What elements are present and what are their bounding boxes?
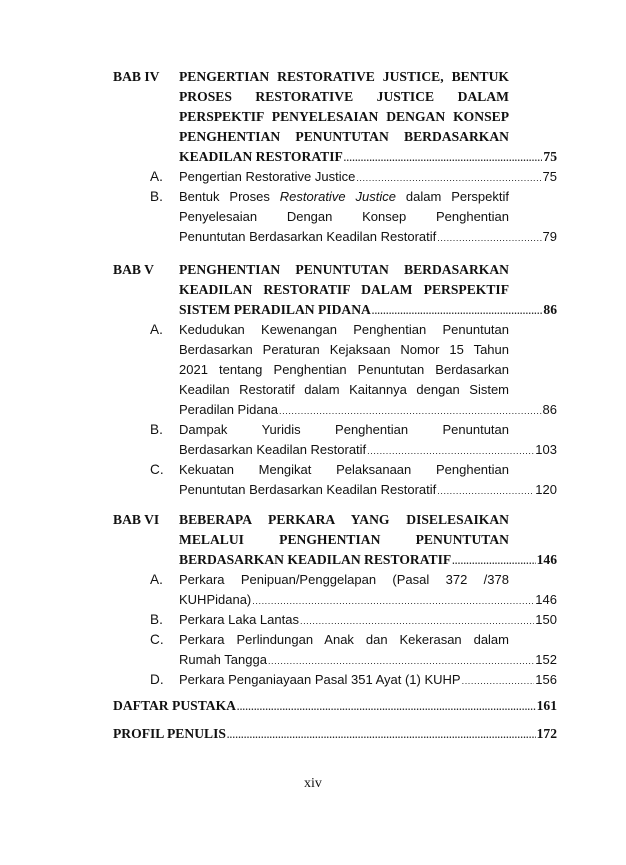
leader-dots bbox=[462, 671, 535, 691]
item-title: Peradilan Pidana bbox=[179, 402, 279, 417]
item-title: Penuntutan Berdasarkan Keadilan Restoratif bbox=[179, 482, 437, 497]
item-title-line: Kedudukan Kewenangan Penghentian Penuntutan bbox=[179, 322, 509, 337]
leader-dots bbox=[437, 481, 534, 501]
chapter-title-last: BERDASARKAN KEADILAN RESTORATIF bbox=[179, 552, 452, 567]
item-title-line: Perkara Penipuan/Penggelapan (Pasal 372 /378 bbox=[179, 572, 509, 587]
chapter-title-line: PERSPEKTIF PENYELESAIAN DENGAN KONSEP bbox=[179, 109, 509, 124]
leader-dots bbox=[344, 148, 543, 168]
page-number: 120 bbox=[535, 482, 557, 497]
toc-entry-bab6-b[interactable] bbox=[179, 610, 557, 630]
toc-entry-bab4-b[interactable] bbox=[179, 227, 557, 247]
toc-entry-bab6[interactable] bbox=[179, 550, 557, 570]
leader-dots bbox=[279, 401, 542, 421]
chapter-title-last: KEADILAN RESTORATIF bbox=[179, 149, 343, 164]
leader-dots bbox=[356, 168, 541, 188]
toc-entry-bab6-c[interactable] bbox=[179, 650, 557, 670]
item-title-line: 2021 tentang Penghentian Penuntutan Berdasarkan bbox=[179, 362, 509, 377]
item-title: KUHPidana) bbox=[179, 592, 252, 607]
leader-dots bbox=[437, 228, 541, 248]
item-title-line: Perkara Perlindungan Anak dan Kekerasan dalam bbox=[179, 632, 509, 647]
page-number: 103 bbox=[535, 442, 557, 457]
item-letter: C. bbox=[150, 462, 164, 477]
item-title-line: Berdasarkan Peraturan Kejaksaan Nomor 15 Tahun bbox=[179, 342, 509, 357]
item-text: dalam Perspektif bbox=[395, 189, 510, 204]
toc-entry-bab6-d[interactable] bbox=[179, 670, 557, 690]
page-number: 75 bbox=[542, 169, 557, 184]
chapter-title-line: PENGHENTIAN PENUNTUTAN BERDASARKAN bbox=[179, 129, 509, 144]
item-letter: A. bbox=[150, 572, 163, 587]
item-title: Perkara Penganiayaan Pasal 351 Ayat (1) KUHP bbox=[179, 672, 461, 687]
item-letter: B. bbox=[150, 422, 163, 437]
item-title: Rumah Tangga bbox=[179, 652, 267, 667]
page-number: 86 bbox=[543, 302, 557, 317]
chapter-title-line: MELALUI PENGHENTIAN PENUNTUTAN bbox=[179, 532, 509, 547]
toc-entry-bab5-b[interactable] bbox=[179, 440, 557, 460]
item-title-line: Penyelesaian Dengan Konsep Penghentian bbox=[179, 209, 509, 224]
page-number: 146 bbox=[535, 592, 557, 607]
item-text-italic: Restorative Justice bbox=[279, 189, 396, 204]
item-title-line bbox=[179, 187, 509, 207]
chapter-title-line: PENGERTIAN RESTORATIVE JUSTICE, BENTUK bbox=[179, 69, 509, 84]
section-title: DAFTAR PUSTAKA bbox=[113, 698, 236, 713]
toc-entry-profil-penulis[interactable] bbox=[113, 724, 557, 744]
item-title-line: Dampak Yuridis Penghentian Penuntutan bbox=[179, 422, 509, 437]
item-letter: C. bbox=[150, 632, 164, 647]
item-title: Pengertian Restorative Justice bbox=[179, 169, 356, 184]
leader-dots bbox=[252, 591, 534, 611]
chapter-title-line: KEADILAN RESTORATIF DALAM PERSPEKTIF bbox=[179, 282, 509, 297]
leader-dots bbox=[300, 611, 534, 631]
section-title: PROFIL PENULIS bbox=[113, 726, 226, 741]
item-title-line: Keadilan Restoratif dalam Kaitannya dengan Sistem bbox=[179, 382, 509, 397]
leader-dots bbox=[452, 551, 535, 571]
page-number: 75 bbox=[543, 149, 557, 164]
toc-entry-bab5[interactable] bbox=[179, 300, 557, 320]
toc-entry-bab6-a[interactable] bbox=[179, 590, 557, 610]
chapter-title-line: PENGHENTIAN PENUNTUTAN BERDASARKAN bbox=[179, 262, 509, 277]
page-number: 161 bbox=[536, 698, 557, 713]
leader-dots bbox=[268, 651, 534, 671]
toc-entry-daftar-pustaka[interactable] bbox=[113, 696, 557, 716]
leader-dots bbox=[367, 441, 534, 461]
toc-entry-bab5-c[interactable] bbox=[179, 480, 557, 500]
item-title: Penuntutan Berdasarkan Keadilan Restoratif bbox=[179, 229, 437, 244]
toc-entry-bab4[interactable] bbox=[179, 147, 557, 167]
item-title-line: Kekuatan Mengikat Pelaksanaan Penghentian bbox=[179, 462, 509, 477]
item-title: Berdasarkan Keadilan Restoratif bbox=[179, 442, 367, 457]
item-letter: B. bbox=[150, 612, 163, 627]
page-number: 150 bbox=[535, 612, 557, 627]
chapter-label: BAB IV bbox=[113, 69, 160, 84]
page-number: 79 bbox=[542, 229, 557, 244]
footer-page-number: xiv bbox=[304, 776, 322, 791]
chapter-title-line: BEBERAPA PERKARA YANG DISELESAIKAN bbox=[179, 512, 509, 527]
toc-entry-bab5-a[interactable] bbox=[179, 400, 557, 420]
leader-dots bbox=[237, 697, 536, 717]
chapter-title-line: PROSES RESTORATIVE JUSTICE DALAM bbox=[179, 89, 509, 104]
page-number: 172 bbox=[536, 726, 557, 741]
page-number: 152 bbox=[535, 652, 557, 667]
item-letter: B. bbox=[150, 189, 163, 204]
page-number: 156 bbox=[535, 672, 557, 687]
item-letter: A. bbox=[150, 322, 163, 337]
item-text: Bentuk Proses bbox=[179, 189, 280, 204]
chapter-title-last: SISTEM PERADILAN PIDANA bbox=[179, 302, 371, 317]
page-number: 86 bbox=[542, 402, 557, 417]
chapter-label: BAB VI bbox=[113, 512, 160, 527]
item-letter: A. bbox=[150, 169, 163, 184]
toc-entry-bab4-a[interactable] bbox=[179, 167, 557, 187]
page-number: 146 bbox=[536, 552, 557, 567]
leader-dots bbox=[372, 301, 543, 321]
leader-dots bbox=[227, 725, 536, 745]
item-letter: D. bbox=[150, 672, 164, 687]
item-title: Perkara Laka Lantas bbox=[179, 612, 299, 627]
chapter-label: BAB V bbox=[113, 262, 154, 277]
